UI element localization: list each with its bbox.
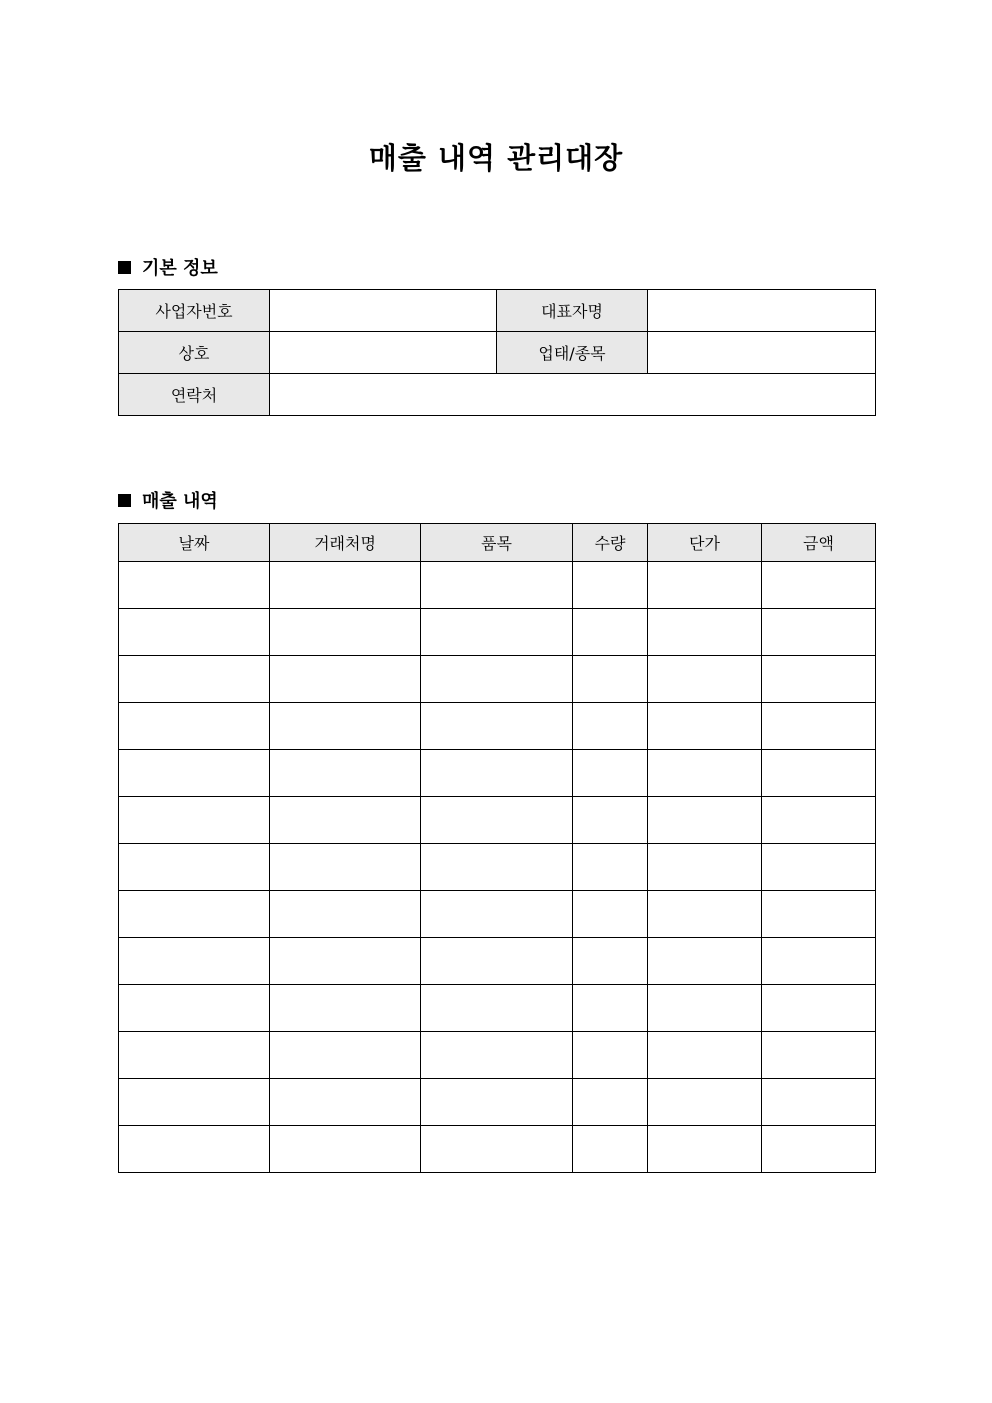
client-cell[interactable] bbox=[270, 656, 421, 703]
quantity-cell[interactable] bbox=[573, 609, 648, 656]
table-row bbox=[119, 1079, 876, 1126]
unit-price-cell[interactable] bbox=[648, 891, 762, 938]
client-cell[interactable] bbox=[270, 562, 421, 609]
unit-price-cell[interactable] bbox=[648, 1032, 762, 1079]
table-row bbox=[119, 1032, 876, 1079]
date-cell[interactable] bbox=[119, 750, 270, 797]
item-cell[interactable] bbox=[421, 797, 573, 844]
unit-price-cell[interactable] bbox=[648, 1079, 762, 1126]
client-cell[interactable] bbox=[270, 938, 421, 985]
column-header-quantity: 수량 bbox=[573, 524, 648, 562]
amount-cell[interactable] bbox=[762, 656, 876, 703]
amount-cell[interactable] bbox=[762, 985, 876, 1032]
sales-heading bbox=[118, 487, 218, 513]
business-number-field[interactable] bbox=[270, 290, 497, 332]
item-cell[interactable] bbox=[421, 1126, 573, 1173]
client-cell[interactable] bbox=[270, 1079, 421, 1126]
amount-cell[interactable] bbox=[762, 1126, 876, 1173]
quantity-cell[interactable] bbox=[573, 1032, 648, 1079]
table-row bbox=[119, 750, 876, 797]
item-cell[interactable] bbox=[421, 938, 573, 985]
info-row bbox=[119, 374, 876, 416]
item-cell[interactable] bbox=[421, 656, 573, 703]
date-cell[interactable] bbox=[119, 844, 270, 891]
amount-cell[interactable] bbox=[762, 797, 876, 844]
company-name-field[interactable] bbox=[270, 332, 497, 374]
square-bullet-icon bbox=[118, 494, 131, 507]
column-header-date: 날짜 bbox=[119, 524, 270, 562]
table-row bbox=[119, 609, 876, 656]
date-cell[interactable] bbox=[119, 985, 270, 1032]
table-row bbox=[119, 985, 876, 1032]
table-row bbox=[119, 703, 876, 750]
business-type-field[interactable] bbox=[648, 332, 876, 374]
client-cell[interactable] bbox=[270, 609, 421, 656]
date-cell[interactable] bbox=[119, 1032, 270, 1079]
info-row bbox=[119, 290, 876, 332]
date-cell[interactable] bbox=[119, 609, 270, 656]
client-cell[interactable] bbox=[270, 703, 421, 750]
item-cell[interactable] bbox=[421, 891, 573, 938]
amount-cell[interactable] bbox=[762, 1079, 876, 1126]
unit-price-cell[interactable] bbox=[648, 609, 762, 656]
unit-price-cell[interactable] bbox=[648, 938, 762, 985]
date-cell[interactable] bbox=[119, 703, 270, 750]
page-title: 매출 내역 관리대장 bbox=[368, 141, 624, 175]
contact-label: 연락처 bbox=[119, 374, 270, 416]
quantity-cell[interactable] bbox=[573, 1079, 648, 1126]
info-row bbox=[119, 332, 876, 374]
date-cell[interactable] bbox=[119, 891, 270, 938]
client-cell[interactable] bbox=[270, 750, 421, 797]
amount-cell[interactable] bbox=[762, 891, 876, 938]
date-cell[interactable] bbox=[119, 562, 270, 609]
item-cell[interactable] bbox=[421, 609, 573, 656]
quantity-cell[interactable] bbox=[573, 891, 648, 938]
column-header-amount: 금액 bbox=[762, 524, 876, 562]
sales-heading-label: 매출 내역 bbox=[142, 491, 218, 512]
table-row bbox=[119, 797, 876, 844]
amount-cell[interactable] bbox=[762, 609, 876, 656]
item-cell[interactable] bbox=[421, 750, 573, 797]
date-cell[interactable] bbox=[119, 1126, 270, 1173]
table-row bbox=[119, 844, 876, 891]
sales-header-row bbox=[119, 524, 876, 562]
table-row bbox=[119, 656, 876, 703]
item-cell[interactable] bbox=[421, 703, 573, 750]
unit-price-cell[interactable] bbox=[648, 985, 762, 1032]
quantity-cell[interactable] bbox=[573, 985, 648, 1032]
sales-table-body bbox=[119, 562, 876, 1173]
item-cell[interactable] bbox=[421, 562, 573, 609]
unit-price-cell[interactable] bbox=[648, 797, 762, 844]
client-cell[interactable] bbox=[270, 1126, 421, 1173]
quantity-cell[interactable] bbox=[573, 656, 648, 703]
quantity-cell[interactable] bbox=[573, 703, 648, 750]
date-cell[interactable] bbox=[119, 797, 270, 844]
table-row bbox=[119, 562, 876, 609]
square-bullet-icon bbox=[118, 261, 131, 274]
unit-price-cell[interactable] bbox=[648, 562, 762, 609]
contact-field[interactable] bbox=[270, 374, 876, 416]
representative-label: 대표자명 bbox=[497, 290, 648, 332]
company-name-label: 상호 bbox=[119, 332, 270, 374]
business-number-label: 사업자번호 bbox=[119, 290, 270, 332]
item-cell[interactable] bbox=[421, 985, 573, 1032]
amount-cell[interactable] bbox=[762, 844, 876, 891]
column-header-item: 품목 bbox=[421, 524, 573, 562]
representative-field[interactable] bbox=[648, 290, 876, 332]
client-cell[interactable] bbox=[270, 985, 421, 1032]
quantity-cell[interactable] bbox=[573, 1126, 648, 1173]
quantity-cell[interactable] bbox=[573, 844, 648, 891]
client-cell[interactable] bbox=[270, 891, 421, 938]
item-cell[interactable] bbox=[421, 1032, 573, 1079]
amount-cell[interactable] bbox=[762, 938, 876, 985]
quantity-cell[interactable] bbox=[573, 938, 648, 985]
table-row bbox=[119, 938, 876, 985]
quantity-cell[interactable] bbox=[573, 797, 648, 844]
amount-cell[interactable] bbox=[762, 1032, 876, 1079]
quantity-cell[interactable] bbox=[573, 750, 648, 797]
basic-info-table bbox=[118, 289, 876, 416]
date-cell[interactable] bbox=[119, 1079, 270, 1126]
unit-price-cell[interactable] bbox=[648, 1126, 762, 1173]
column-header-client: 거래처명 bbox=[270, 524, 421, 562]
quantity-cell[interactable] bbox=[573, 562, 648, 609]
basic-info-heading bbox=[118, 254, 218, 280]
date-cell[interactable] bbox=[119, 938, 270, 985]
client-cell[interactable] bbox=[270, 1032, 421, 1079]
table-row bbox=[119, 891, 876, 938]
client-cell[interactable] bbox=[270, 844, 421, 891]
client-cell[interactable] bbox=[270, 797, 421, 844]
table-row bbox=[119, 1126, 876, 1173]
unit-price-cell[interactable] bbox=[648, 656, 762, 703]
business-type-label: 업태/종목 bbox=[497, 332, 648, 374]
item-cell[interactable] bbox=[421, 844, 573, 891]
column-header-unit-price: 단가 bbox=[648, 524, 762, 562]
basic-info-heading-label: 기본 정보 bbox=[142, 258, 218, 279]
amount-cell[interactable] bbox=[762, 562, 876, 609]
unit-price-cell[interactable] bbox=[648, 703, 762, 750]
amount-cell[interactable] bbox=[762, 703, 876, 750]
amount-cell[interactable] bbox=[762, 750, 876, 797]
unit-price-cell[interactable] bbox=[648, 844, 762, 891]
item-cell[interactable] bbox=[421, 1079, 573, 1126]
sales-table bbox=[118, 523, 876, 1173]
date-cell[interactable] bbox=[119, 656, 270, 703]
unit-price-cell[interactable] bbox=[648, 750, 762, 797]
